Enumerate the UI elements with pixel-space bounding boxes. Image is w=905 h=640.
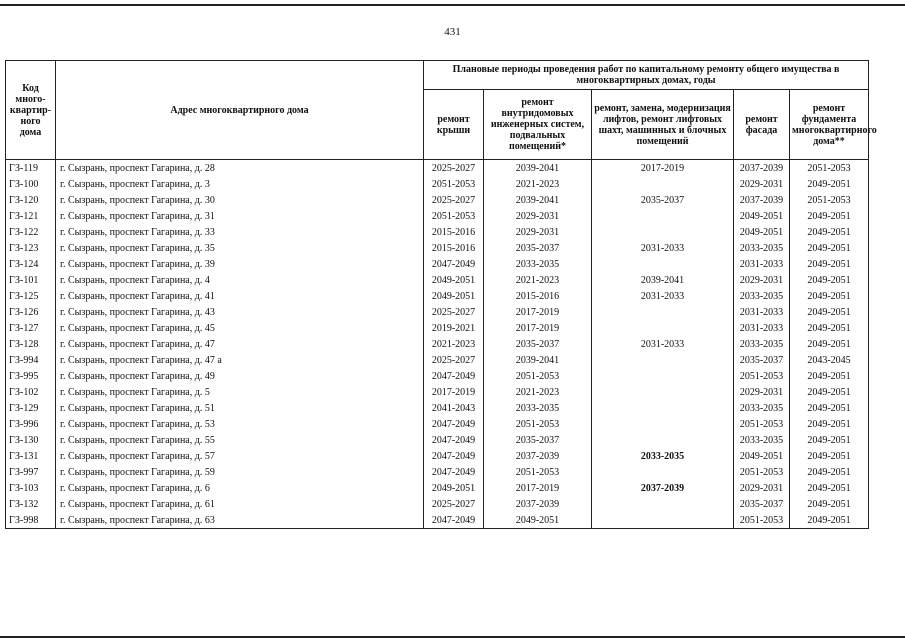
address-cell: г. Сызрань, проспект Гагарина, д. 28 bbox=[56, 160, 424, 177]
facade-period-cell: 2037-2039 bbox=[734, 160, 790, 177]
engineering-period-cell: 2017-2019 bbox=[484, 320, 592, 336]
roof-period-cell: 2051-2053 bbox=[424, 176, 484, 192]
code-cell: ГЗ-128 bbox=[6, 336, 56, 352]
roof-period-cell: 2015-2016 bbox=[424, 240, 484, 256]
roof-period-cell: 2019-2021 bbox=[424, 320, 484, 336]
engineering-period-cell: 2037-2039 bbox=[484, 448, 592, 464]
address-cell: г. Сызрань, проспект Гагарина, д. 59 bbox=[56, 464, 424, 480]
address-cell: г. Сызрань, проспект Гагарина, д. 43 bbox=[56, 304, 424, 320]
elevator-period-cell: 2035-2037 bbox=[592, 192, 734, 208]
address-cell: г. Сызрань, проспект Гагарина, д. 61 bbox=[56, 496, 424, 512]
elevator-period-cell bbox=[592, 384, 734, 400]
address-cell: г. Сызрань, проспект Гагарина, д. 57 bbox=[56, 448, 424, 464]
foundation-period-cell: 2049-2051 bbox=[790, 448, 869, 464]
foundation-period-cell: 2049-2051 bbox=[790, 336, 869, 352]
engineering-period-cell: 2029-2031 bbox=[484, 224, 592, 240]
facade-period-cell: 2033-2035 bbox=[734, 336, 790, 352]
header-periods: Плановые периоды проведения работ по капитальному ремонту общего имущества в многоквартирных домах, годы bbox=[424, 61, 869, 90]
facade-period-cell: 2037-2039 bbox=[734, 192, 790, 208]
elevator-period-cell bbox=[592, 368, 734, 384]
roof-period-cell: 2025-2027 bbox=[424, 192, 484, 208]
foundation-period-cell: 2049-2051 bbox=[790, 480, 869, 496]
table-row bbox=[6, 256, 869, 272]
elevator-period-cell bbox=[592, 256, 734, 272]
roof-period-cell: 2049-2051 bbox=[424, 272, 484, 288]
address-cell: г. Сызрань, проспект Гагарина, д. 35 bbox=[56, 240, 424, 256]
table-row bbox=[6, 400, 869, 416]
engineering-period-cell: 2051-2053 bbox=[484, 416, 592, 432]
header-engineering: ремонт внутридомовых инженерных систем, подвальных помещений* bbox=[484, 90, 592, 160]
header-code-line: Код bbox=[22, 82, 39, 94]
code-cell: ГЗ-130 bbox=[6, 432, 56, 448]
engineering-period-cell: 2017-2019 bbox=[484, 480, 592, 496]
roof-period-cell: 2025-2027 bbox=[424, 352, 484, 368]
foundation-period-cell: 2049-2051 bbox=[790, 496, 869, 512]
page-number: 431 bbox=[444, 26, 461, 38]
address-cell: г. Сызрань, проспект Гагарина, д. 6 bbox=[56, 480, 424, 496]
table-row bbox=[6, 448, 869, 464]
code-cell: ГЗ-121 bbox=[6, 208, 56, 224]
roof-period-cell: 2049-2051 bbox=[424, 288, 484, 304]
roof-period-cell: 2047-2049 bbox=[424, 256, 484, 272]
engineering-period-cell: 2039-2041 bbox=[484, 192, 592, 208]
foundation-period-cell: 2049-2051 bbox=[790, 224, 869, 240]
table-row bbox=[6, 480, 869, 496]
engineering-period-cell: 2051-2053 bbox=[484, 368, 592, 384]
foundation-period-cell: 2049-2051 bbox=[790, 464, 869, 480]
engineering-period-cell: 2035-2037 bbox=[484, 432, 592, 448]
code-cell: ГЗ-123 bbox=[6, 240, 56, 256]
engineering-period-cell: 2021-2023 bbox=[484, 176, 592, 192]
address-cell: г. Сызрань, проспект Гагарина, д. 4 bbox=[56, 272, 424, 288]
roof-period-cell: 2025-2027 bbox=[424, 496, 484, 512]
engineering-period-cell: 2033-2035 bbox=[484, 400, 592, 416]
engineering-period-cell: 2039-2041 bbox=[484, 352, 592, 368]
roof-period-cell: 2047-2049 bbox=[424, 368, 484, 384]
roof-period-cell: 2025-2027 bbox=[424, 160, 484, 177]
code-cell: ГЗ-103 bbox=[6, 480, 56, 496]
elevator-period-cell bbox=[592, 320, 734, 336]
code-cell: ГЗ-997 bbox=[6, 464, 56, 480]
address-cell: г. Сызрань, проспект Гагарина, д. 55 bbox=[56, 432, 424, 448]
address-cell: г. Сызрань, проспект Гагарина, д. 45 bbox=[56, 320, 424, 336]
table-body bbox=[6, 160, 869, 529]
code-cell: ГЗ-125 bbox=[6, 288, 56, 304]
code-cell: ГЗ-126 bbox=[6, 304, 56, 320]
facade-period-cell: 2035-2037 bbox=[734, 352, 790, 368]
address-cell: г. Сызрань, проспект Гагарина, д. 33 bbox=[56, 224, 424, 240]
address-cell: г. Сызрань, проспект Гагарина, д. 30 bbox=[56, 192, 424, 208]
engineering-period-cell: 2035-2037 bbox=[484, 240, 592, 256]
roof-period-cell: 2047-2049 bbox=[424, 416, 484, 432]
elevator-period-cell bbox=[592, 496, 734, 512]
table-row bbox=[6, 208, 869, 224]
table-row bbox=[6, 320, 869, 336]
engineering-period-cell: 2035-2037 bbox=[484, 336, 592, 352]
code-cell: ГЗ-100 bbox=[6, 176, 56, 192]
code-cell: ГЗ-120 bbox=[6, 192, 56, 208]
foundation-period-cell: 2049-2051 bbox=[790, 368, 869, 384]
facade-period-cell: 2029-2031 bbox=[734, 272, 790, 288]
table-row bbox=[6, 272, 869, 288]
table-row bbox=[6, 224, 869, 240]
table-row bbox=[6, 336, 869, 352]
engineering-period-cell: 2051-2053 bbox=[484, 464, 592, 480]
address-cell: г. Сызрань, проспект Гагарина, д. 47 а bbox=[56, 352, 424, 368]
facade-period-cell: 2049-2051 bbox=[734, 224, 790, 240]
elevator-period-cell bbox=[592, 304, 734, 320]
address-cell: г. Сызрань, проспект Гагарина, д. 47 bbox=[56, 336, 424, 352]
code-cell: ГЗ-122 bbox=[6, 224, 56, 240]
code-cell: ГЗ-132 bbox=[6, 496, 56, 512]
facade-period-cell: 2033-2035 bbox=[734, 432, 790, 448]
table-row bbox=[6, 352, 869, 368]
address-cell: г. Сызрань, проспект Гагарина, д. 63 bbox=[56, 512, 424, 529]
facade-period-cell: 2029-2031 bbox=[734, 480, 790, 496]
facade-period-cell: 2029-2031 bbox=[734, 176, 790, 192]
table-row bbox=[6, 288, 869, 304]
code-cell: ГЗ-102 bbox=[6, 384, 56, 400]
address-cell: г. Сызрань, проспект Гагарина, д. 53 bbox=[56, 416, 424, 432]
elevator-period-cell: 2031-2033 bbox=[592, 288, 734, 304]
foundation-period-cell: 2051-2053 bbox=[790, 160, 869, 177]
facade-period-cell: 2049-2051 bbox=[734, 208, 790, 224]
engineering-period-cell: 2037-2039 bbox=[484, 496, 592, 512]
foundation-period-cell: 2049-2051 bbox=[790, 416, 869, 432]
elevator-period-cell bbox=[592, 416, 734, 432]
table-row bbox=[6, 496, 869, 512]
facade-period-cell: 2049-2051 bbox=[734, 448, 790, 464]
code-cell: ГЗ-119 bbox=[6, 160, 56, 177]
foundation-period-cell: 2049-2051 bbox=[790, 304, 869, 320]
top-border-line bbox=[0, 4, 905, 6]
header-code-line: ного bbox=[20, 115, 41, 127]
code-cell: ГЗ-127 bbox=[6, 320, 56, 336]
roof-period-cell: 2049-2051 bbox=[424, 480, 484, 496]
code-cell: ГЗ-124 bbox=[6, 256, 56, 272]
address-cell: г. Сызрань, проспект Гагарина, д. 49 bbox=[56, 368, 424, 384]
foundation-period-cell: 2049-2051 bbox=[790, 512, 869, 529]
elevator-period-cell bbox=[592, 400, 734, 416]
address-cell: г. Сызрань, проспект Гагарина, д. 31 bbox=[56, 208, 424, 224]
table-row bbox=[6, 432, 869, 448]
roof-period-cell: 2025-2027 bbox=[424, 304, 484, 320]
engineering-period-cell: 2039-2041 bbox=[484, 160, 592, 177]
code-cell: ГЗ-101 bbox=[6, 272, 56, 288]
foundation-period-cell: 2049-2051 bbox=[790, 240, 869, 256]
roof-period-cell: 2017-2019 bbox=[424, 384, 484, 400]
engineering-period-cell: 2029-2031 bbox=[484, 208, 592, 224]
roof-period-cell: 2041-2043 bbox=[424, 400, 484, 416]
address-cell: г. Сызрань, проспект Гагарина, д. 3 bbox=[56, 176, 424, 192]
facade-period-cell: 2051-2053 bbox=[734, 368, 790, 384]
header-address: Адрес многоквартирного дома bbox=[56, 61, 424, 160]
elevator-period-cell bbox=[592, 432, 734, 448]
foundation-period-cell: 2051-2053 bbox=[790, 192, 869, 208]
foundation-period-cell: 2049-2051 bbox=[790, 272, 869, 288]
table-row bbox=[6, 384, 869, 400]
header-code bbox=[6, 61, 56, 160]
table-row bbox=[6, 192, 869, 208]
elevator-period-cell bbox=[592, 208, 734, 224]
address-cell: г. Сызрань, проспект Гагарина, д. 39 bbox=[56, 256, 424, 272]
elevator-period-cell bbox=[592, 176, 734, 192]
code-cell: ГЗ-995 bbox=[6, 368, 56, 384]
header-foundation: ремонт фундамента многоквартирного дома** bbox=[790, 90, 869, 160]
roof-period-cell: 2047-2049 bbox=[424, 432, 484, 448]
foundation-period-cell: 2049-2051 bbox=[790, 256, 869, 272]
foundation-period-cell: 2049-2051 bbox=[790, 320, 869, 336]
elevator-period-cell bbox=[592, 464, 734, 480]
foundation-period-cell: 2049-2051 bbox=[790, 288, 869, 304]
facade-period-cell: 2033-2035 bbox=[734, 240, 790, 256]
elevator-period-cell: 2017-2019 bbox=[592, 160, 734, 177]
engineering-period-cell: 2017-2019 bbox=[484, 304, 592, 320]
roof-period-cell: 2047-2049 bbox=[424, 464, 484, 480]
elevator-period-cell bbox=[592, 352, 734, 368]
facade-period-cell: 2031-2033 bbox=[734, 256, 790, 272]
code-cell: ГЗ-129 bbox=[6, 400, 56, 416]
facade-period-cell: 2029-2031 bbox=[734, 384, 790, 400]
elevator-period-cell: 2039-2041 bbox=[592, 272, 734, 288]
foundation-period-cell: 2049-2051 bbox=[790, 432, 869, 448]
elevator-period-cell: 2031-2033 bbox=[592, 240, 734, 256]
engineering-period-cell: 2015-2016 bbox=[484, 288, 592, 304]
table-row bbox=[6, 416, 869, 432]
elevator-period-cell: 2031-2033 bbox=[592, 336, 734, 352]
address-cell: г. Сызрань, проспект Гагарина, д. 41 bbox=[56, 288, 424, 304]
table-row bbox=[6, 176, 869, 192]
facade-period-cell: 2051-2053 bbox=[734, 512, 790, 529]
facade-period-cell: 2051-2053 bbox=[734, 416, 790, 432]
address-cell: г. Сызрань, проспект Гагарина, д. 51 bbox=[56, 400, 424, 416]
elevator-period-cell: 2033-2035 bbox=[592, 448, 734, 464]
facade-period-cell: 2031-2033 bbox=[734, 304, 790, 320]
roof-period-cell: 2021-2023 bbox=[424, 336, 484, 352]
roof-period-cell: 2015-2016 bbox=[424, 224, 484, 240]
foundation-period-cell: 2049-2051 bbox=[790, 208, 869, 224]
facade-period-cell: 2031-2033 bbox=[734, 320, 790, 336]
code-cell: ГЗ-998 bbox=[6, 512, 56, 529]
bottom-border-line bbox=[0, 636, 905, 638]
elevator-period-cell: 2037-2039 bbox=[592, 480, 734, 496]
address-cell: г. Сызрань, проспект Гагарина, д. 5 bbox=[56, 384, 424, 400]
engineering-period-cell: 2033-2035 bbox=[484, 256, 592, 272]
facade-period-cell: 2033-2035 bbox=[734, 400, 790, 416]
elevator-period-cell bbox=[592, 224, 734, 240]
roof-period-cell: 2047-2049 bbox=[424, 448, 484, 464]
table-row bbox=[6, 464, 869, 480]
header-code-line: много- bbox=[15, 93, 46, 105]
capital-repair-table bbox=[5, 60, 877, 529]
engineering-period-cell: 2021-2023 bbox=[484, 272, 592, 288]
header-code-line: дома bbox=[19, 126, 42, 138]
table-row bbox=[6, 304, 869, 320]
header-code-line: квартир- bbox=[9, 104, 52, 116]
foundation-period-cell: 2043-2045 bbox=[790, 352, 869, 368]
foundation-period-cell: 2049-2051 bbox=[790, 400, 869, 416]
header-elevator: ремонт, замена, модернизация лифтов, ремонт лифтовых шахт, машинных и блочных помещений bbox=[592, 90, 734, 160]
foundation-period-cell: 2049-2051 bbox=[790, 176, 869, 192]
table-row bbox=[6, 368, 869, 384]
table-row bbox=[6, 240, 869, 256]
engineering-period-cell: 2021-2023 bbox=[484, 384, 592, 400]
table-row bbox=[6, 160, 869, 177]
elevator-period-cell bbox=[592, 512, 734, 529]
facade-period-cell: 2051-2053 bbox=[734, 464, 790, 480]
facade-period-cell: 2035-2037 bbox=[734, 496, 790, 512]
roof-period-cell: 2051-2053 bbox=[424, 208, 484, 224]
code-cell: ГЗ-131 bbox=[6, 448, 56, 464]
engineering-period-cell: 2049-2051 bbox=[484, 512, 592, 529]
code-cell: ГЗ-996 bbox=[6, 416, 56, 432]
table-row bbox=[6, 512, 869, 529]
facade-period-cell: 2033-2035 bbox=[734, 288, 790, 304]
roof-period-cell: 2047-2049 bbox=[424, 512, 484, 529]
code-cell: ГЗ-994 bbox=[6, 352, 56, 368]
header-facade: ремонт фасада bbox=[734, 90, 790, 160]
foundation-period-cell: 2049-2051 bbox=[790, 384, 869, 400]
header-roof: ремонт крыши bbox=[424, 90, 484, 160]
